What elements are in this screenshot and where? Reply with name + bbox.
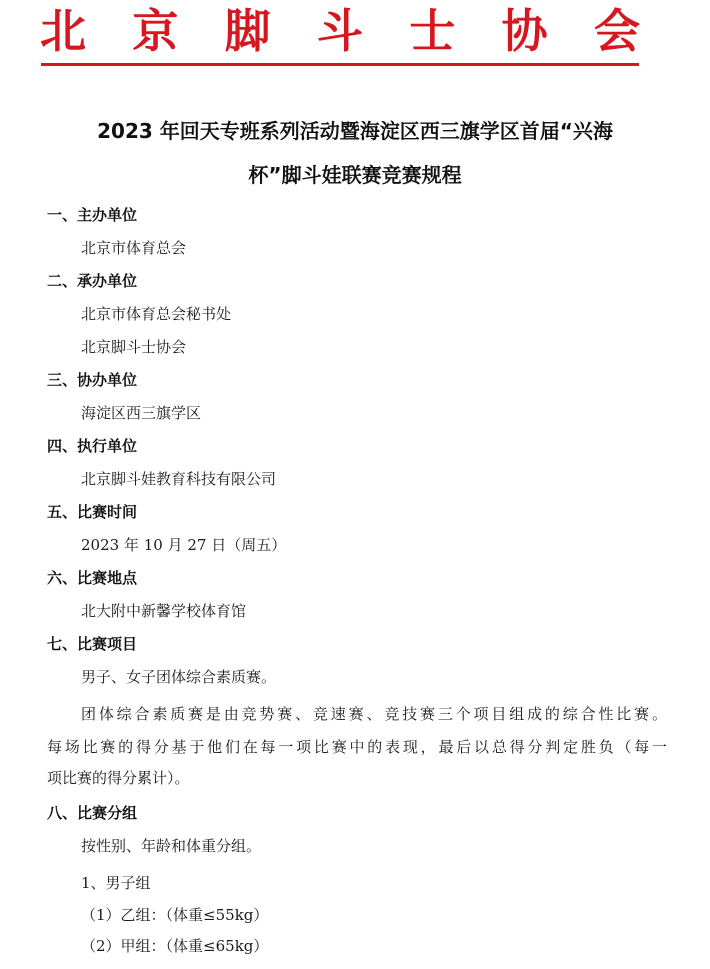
section-text: 1、男子组 [81, 874, 151, 892]
section-text: （1）乙组：（体重≤55kg） [81, 906, 269, 924]
section-text: 北京市体育总会秘书处 [81, 305, 232, 323]
letterhead-divider [41, 63, 639, 66]
document-title-line-1: 2023 年回天专班系列活动暨海淀区西三旗学区首届“兴海 [97, 119, 613, 143]
letterhead-char: 北 [40, 4, 86, 58]
letterhead-char: 士 [409, 4, 456, 58]
section-heading-co-organizer: 三、协办单位 [47, 371, 138, 389]
section-text: 北京脚斗娃教育科技有限公司 [81, 470, 277, 488]
letterhead-char: 京 [132, 4, 179, 58]
section-text: （2）甲组：（体重≤65kg） [81, 937, 269, 955]
section-paragraph-line: 每场比赛的得分基于他们在每一项比赛中的表现，最后以总得分判定胜负（每一 [47, 738, 667, 756]
section-text: 北京脚斗士协会 [81, 338, 187, 356]
section-text: 北大附中新馨学校体育馆 [81, 602, 247, 620]
section-heading-organizer: 一、主办单位 [47, 206, 138, 224]
section-heading-time: 五、比赛时间 [47, 503, 138, 521]
section-heading-events: 七、比赛项目 [47, 635, 138, 653]
document-title-line-2: 杯”脚斗娃联赛竞赛规程 [248, 163, 462, 187]
letterhead-title [40, 0, 640, 62]
section-text: 海淀区西三旗学区 [81, 404, 202, 422]
section-heading-divisions: 八、比赛分组 [47, 804, 138, 822]
section-text: 2023 年 10 月 27 日（周五） [81, 536, 287, 554]
section-paragraph-line: 项比赛的得分累计）。 [47, 769, 190, 787]
letterhead-char: 脚 [224, 4, 271, 58]
section-text: 北京市体育总会 [81, 239, 187, 257]
letterhead-char: 斗 [316, 4, 363, 58]
section-heading-venue: 六、比赛地点 [47, 569, 138, 587]
section-heading-executor: 四、执行单位 [47, 437, 138, 455]
letterhead-char: 协 [501, 4, 548, 58]
section-heading-host: 二、承办单位 [47, 272, 138, 290]
section-text: 男子、女子团体综合素质赛。 [81, 668, 277, 686]
letterhead-char: 会 [593, 4, 640, 58]
section-text: 按性别、年龄和体重分组。 [81, 837, 262, 855]
section-paragraph-line: 团体综合素质赛是由竞势赛、竞速赛、竞技赛三个项目组成的综合性比赛。 [81, 705, 667, 723]
